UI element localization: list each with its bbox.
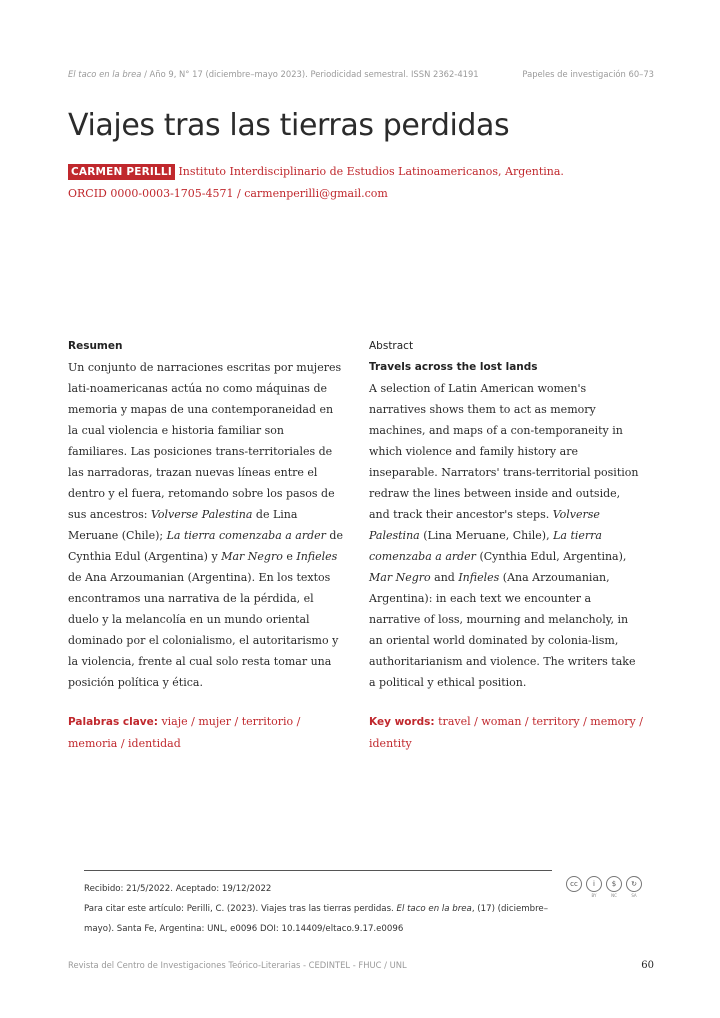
header-section: Papeles de investigación 60–73 — [522, 69, 654, 79]
author-block — [68, 161, 658, 204]
abstract-p4: and — [430, 571, 459, 584]
author-name: CARMEN PERILLI — [68, 164, 175, 180]
abstract-p3: (Cynthia Edul, Argentina), — [475, 550, 627, 563]
abstract-column — [369, 336, 644, 754]
header-citation — [68, 69, 479, 79]
citation-journal: El taco en la brea — [396, 904, 472, 914]
abstract-keywords — [369, 711, 644, 754]
resumen-p2: de Lina Meruane (Chile); — [68, 508, 298, 542]
running-header — [68, 69, 654, 79]
abstract-title-4: Infieles — [458, 571, 500, 584]
header-issue: / Año 9, N° 17 (diciembre–mayo 2023). Periodicidad semestral. ISSN 2362-4191 — [144, 69, 479, 79]
resumen-p3: de Cynthia Edul (Argentina) y — [68, 529, 343, 563]
abstract-title-3: Mar Negro — [369, 571, 431, 584]
resumen-title-4: Infieles — [296, 550, 338, 563]
author-affiliation: Instituto Interdisciplinario de Estudios Latinoamericanos, Argentina. — [178, 165, 564, 178]
sa-icon: ↻ SA — [626, 876, 642, 898]
abstract-p5: (Ana Arzoumanian, Argentina): in each text we encounter a narrative of loss, mourning and melancholy, in an oriental world dominated by colonia-lism, authoritarianism and violence. The writers take a political y ethical position. — [369, 571, 636, 689]
received-dates: Recibido: 21/5/2022. Aceptado: 19/12/2022 — [84, 884, 272, 894]
abstract-keywords-label: Key words: — [369, 716, 435, 728]
by-icon: i BY — [586, 876, 602, 898]
abstract-p1: A selection of Latin American women's narratives shows them to act as memory machines, and maps of a con-temporaneity in which violence and family history are inseparable. Narrators' trans-territorial position redraw the lines between inside and outside, and track their ancestor's steps. — [369, 382, 639, 521]
creative-commons-license[interactable] — [566, 876, 642, 898]
page-footer — [68, 960, 654, 971]
footer-citation-block — [84, 879, 554, 939]
resumen-title-3: Mar Negro — [221, 550, 283, 563]
resumen-column — [68, 336, 343, 754]
cc-icon: cc — [566, 876, 582, 898]
resumen-keywords-values: viaje / mujer / territorio / memoria / identidad — [68, 715, 301, 750]
citation-rest: , (17) (diciembre–mayo). Santa Fe, Argentina: UNL, e0096 DOI: 10.14409/eltaco.9.17.e0096 — [84, 904, 548, 934]
resumen-p4: e — [282, 550, 297, 563]
resumen-p5: de Ana Arzoumanian (Argentina). En los textos encontramos una narrativa de la pérdida, el duelo y la melancolía en un mundo oriental dominado por el colonialismo, el autoritarismo y la violencia, frente al cual solo resta tomar una posición política y ética. — [68, 571, 339, 689]
nc-icon: $ NC — [606, 876, 622, 898]
abstract-text — [369, 378, 644, 693]
abstract-title: Travels across the lost lands — [369, 361, 538, 373]
abstract-label: Abstract — [369, 340, 414, 352]
resumen-text — [68, 357, 343, 693]
abstract-title-2: La tierra comenzaba a arder — [369, 529, 602, 563]
resumen-keywords-label: Palabras clave: — [68, 716, 158, 728]
resumen-keywords — [68, 711, 343, 754]
publisher-line: Revista del Centro de Investigaciones Teórico-Literarias - CEDINTEL - FHUC / UNL — [68, 960, 407, 970]
page-number: 60 — [641, 960, 654, 971]
abstract-keywords-values: travel / woman / territory / memory / identity — [369, 715, 643, 750]
resumen-heading: Resumen — [68, 340, 123, 352]
article-title: Viajes tras las tierras perdidas — [68, 108, 510, 143]
resumen-p1: Un conjunto de narraciones escritas por mujeres lati-noamericanas actúa no como máquinas de memoria y mapas de una contemporaneidad en la cual violencia e historia familiar son familiares. Las posiciones trans-territoriales de las narradoras, trazan nuevas líneas entre el dentro y el fuera, retomando sobre los pasos de sus ancestros: — [68, 361, 342, 521]
abstract-title-1: Volverse Palestina — [369, 508, 600, 542]
author-orcid-email[interactable]: ORCID 0000-0003-1705-4571 / carmenperilli@gmail.com — [68, 187, 388, 200]
resumen-title-2: La tierra comenzaba a arder — [166, 529, 326, 542]
citation-prefix: Para citar este artículo: Perilli, C. (2023). Viajes tras las tierras perdidas. — [84, 904, 397, 914]
citation — [84, 899, 554, 939]
footer-divider — [84, 870, 552, 871]
resumen-title-1: Volverse Palestina — [150, 508, 253, 521]
abstract-p2: (Lina Meruane, Chile), — [419, 529, 554, 542]
header-journal: El taco en la brea — [68, 69, 142, 79]
